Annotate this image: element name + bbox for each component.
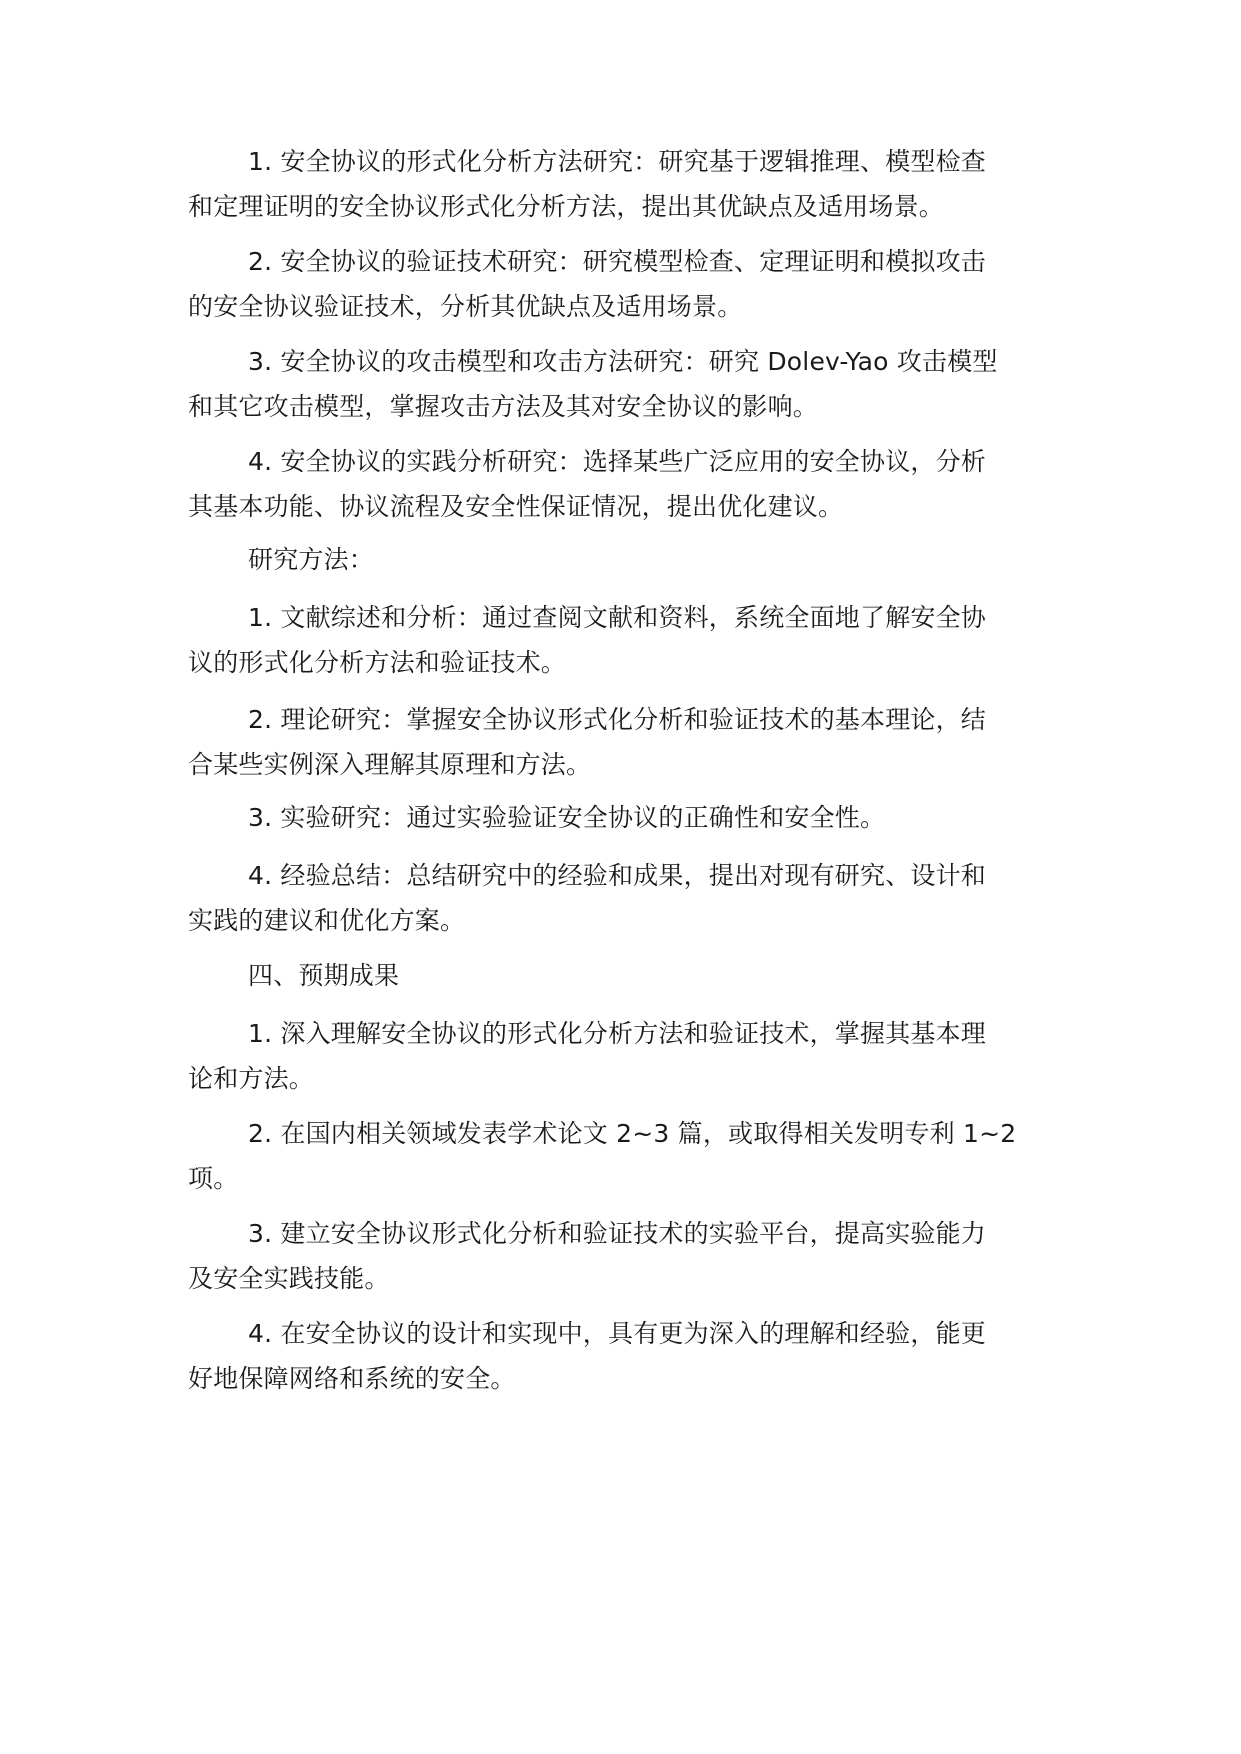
- heading-expected-results: [188, 953, 1048, 998]
- section-heading: 研究方法：: [248, 545, 375, 574]
- paragraph-line: 合某些实例深入理解其原理和方法。: [188, 750, 592, 779]
- paragraph-line: 1. 安全协议的形式化分析方法研究：研究基于逻辑推理、模型检查: [248, 147, 987, 176]
- paragraph-result-1: [188, 1011, 1048, 1101]
- section-heading: 四、预期成果: [248, 961, 400, 990]
- paragraph-line: 项。: [188, 1164, 239, 1193]
- paragraph-line: 和其它攻击模型，掌握攻击方法及其对安全协议的影响。: [188, 392, 819, 421]
- paragraph-line: 3. 安全协议的攻击模型和攻击方法研究：研究 Dolev-Yao 攻击模型: [248, 347, 998, 376]
- paragraph-line: 4. 经验总结：总结研究中的经验和成果，提出对现有研究、设计和: [248, 861, 987, 890]
- paragraph-line: 2. 安全协议的验证技术研究：研究模型检查、定理证明和模拟攻击: [248, 247, 987, 276]
- paragraph-line: 2. 在国内相关领域发表学术论文 2~3 篇，或取得相关发明专利 1~2: [248, 1119, 1017, 1148]
- paragraph-line: 2. 理论研究：掌握安全协议形式化分析和验证技术的基本理论，结: [248, 705, 987, 734]
- paragraph-line: 论和方法。: [188, 1064, 315, 1093]
- paragraph-line: 4. 安全协议的实践分析研究：选择某些广泛应用的安全协议，分析: [248, 447, 987, 476]
- paragraph-line: 1. 深入理解安全协议的形式化分析方法和验证技术，掌握其基本理: [248, 1019, 987, 1048]
- paragraph-research-content-4: [188, 439, 1048, 529]
- paragraph-line: 4. 在安全协议的设计和实现中，具有更为深入的理解和经验，能更: [248, 1319, 987, 1348]
- paragraph-line: 和定理证明的安全协议形式化分析方法，提出其优缺点及适用场景。: [188, 192, 945, 221]
- paragraph-line: 好地保障网络和系统的安全。: [188, 1364, 516, 1393]
- paragraph-line: 3. 建立安全协议形式化分析和验证技术的实验平台，提高实验能力: [248, 1219, 987, 1248]
- paragraph-method-4: [188, 853, 1048, 943]
- paragraph-research-content-1: [188, 139, 1048, 229]
- paragraph-result-3: [188, 1211, 1048, 1301]
- paragraph-line: 及安全实践技能。: [188, 1264, 390, 1293]
- paragraph-line: 议的形式化分析方法和验证技术。: [188, 648, 567, 677]
- heading-research-methods: [188, 537, 1048, 582]
- paragraph-line: 1. 文献综述和分析：通过查阅文献和资料，系统全面地了解安全协: [248, 603, 987, 632]
- paragraph-result-2: [188, 1111, 1048, 1201]
- paragraph-line: 其基本功能、协议流程及安全性保证情况，提出优化建议。: [188, 492, 844, 521]
- paragraph-method-1: [188, 595, 1048, 685]
- paragraph-method-3: [188, 795, 1048, 840]
- paragraph-result-4: [188, 1311, 1048, 1401]
- paragraph-line: 实践的建议和优化方案。: [188, 906, 466, 935]
- paragraph-line: 3. 实验研究：通过实验验证安全协议的正确性和安全性。: [248, 803, 886, 832]
- paragraph-line: 的安全协议验证技术，分析其优缺点及适用场景。: [188, 292, 743, 321]
- paragraph-research-content-2: [188, 239, 1048, 329]
- paragraph-research-content-3: [188, 339, 1048, 429]
- paragraph-method-2: [188, 697, 1048, 787]
